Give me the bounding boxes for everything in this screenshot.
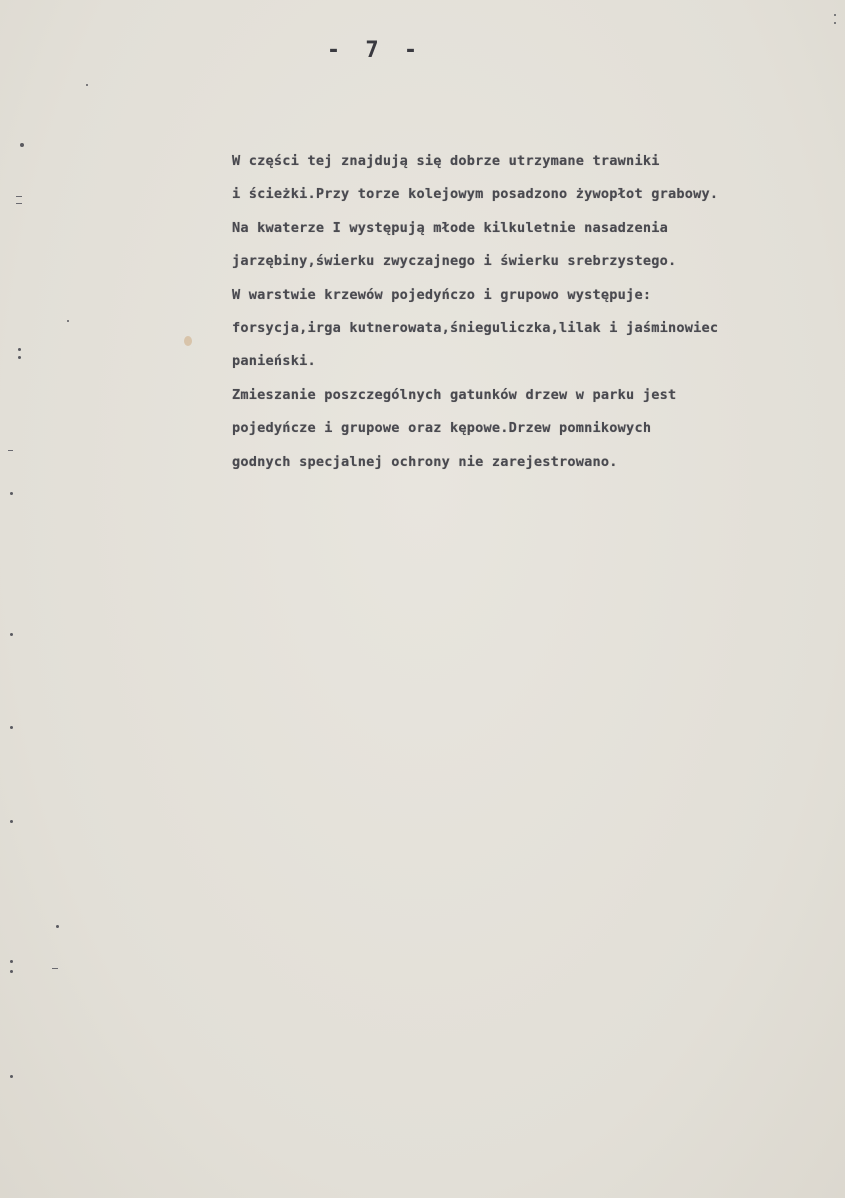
text-line: Na kwaterze I występują młode kilkuletnie nasadzenia [232, 219, 668, 236]
margin-speck [67, 320, 69, 322]
margin-speck [834, 22, 836, 24]
margin-speck [56, 925, 59, 928]
margin-speck [10, 970, 13, 973]
text-line: W części tej znajdują się dobrze utrzymane trawniki [232, 153, 660, 169]
margin-dash [16, 196, 22, 197]
page-number: - 7 - [326, 38, 424, 63]
text-line: forsycja,irga kutnerowata,śnieguliczka,lilak i jaśminowiec [232, 320, 719, 337]
margin-speck [10, 726, 13, 729]
margin-dash [16, 203, 22, 204]
body-text [232, 145, 832, 479]
margin-speck [10, 492, 13, 495]
margin-speck [10, 1075, 13, 1078]
margin-dash [52, 968, 58, 969]
margin-speck [18, 348, 21, 351]
text-line: i ścieżki.Przy torze kolejowym posadzono żywopłot grabowy. [232, 186, 719, 203]
margin-speck [20, 143, 24, 147]
text-line: jarzębiny,świerku zwyczajnego i świerku srebrzystego. [232, 253, 677, 270]
text-line: Zmieszanie poszczególnych gatunków drzew w parku jest [232, 386, 677, 403]
margin-dash [8, 450, 13, 451]
margin-speck [86, 84, 88, 86]
text-line: panieński. [232, 353, 316, 370]
margin-speck [834, 14, 836, 16]
margin-speck [10, 633, 13, 636]
text-line: pojedyńcze i grupowe oraz kępowe.Drzew pomnikowych [232, 420, 652, 437]
paper-stain [184, 336, 192, 346]
margin-speck [18, 356, 21, 359]
text-line: W warstwie krzewów pojedyńczo i grupowo występuje: [232, 286, 652, 303]
text-line: godnych specjalnej ochrony nie zarejestrowano. [232, 453, 618, 470]
margin-speck [10, 960, 13, 963]
margin-speck [10, 820, 13, 823]
